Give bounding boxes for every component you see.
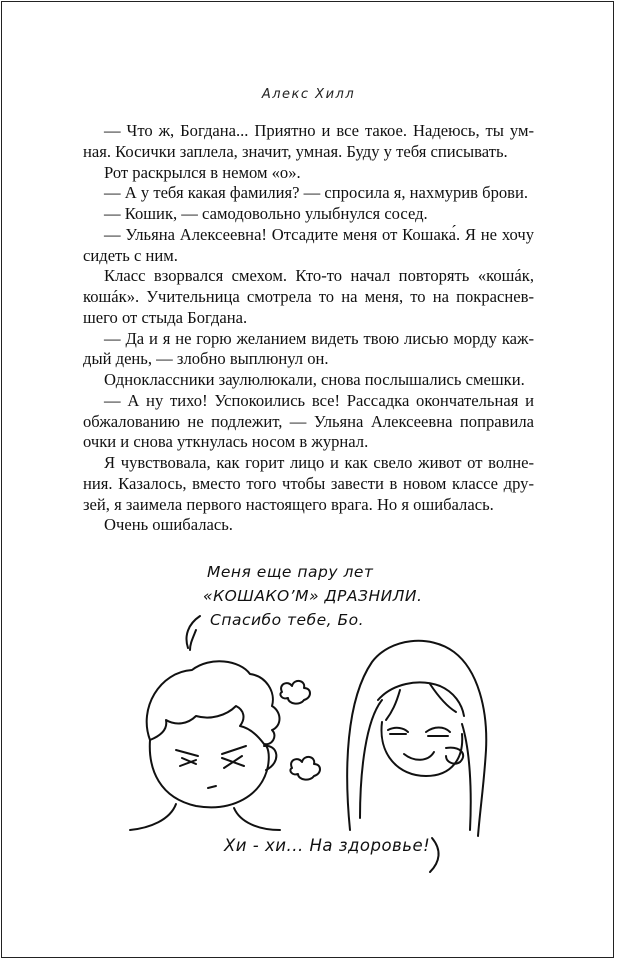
speech-bubble-tail (187, 616, 201, 648)
comic-caption-line: Спасибо тебе, Бо. (210, 611, 365, 629)
chibi-illustration (0, 540, 617, 960)
paragraph: Рот раскрылся в немом «о». (104, 162, 301, 182)
comic-caption-girl: Хи - хи... На здоровье! (224, 836, 431, 855)
boy-eyebrow-right (222, 746, 246, 754)
girl-eye-right (426, 728, 450, 737)
girl-avatar (347, 641, 486, 836)
boy-mouth (208, 786, 216, 788)
paragraph: — Что ж, Богдана... Приятно и все такое. Надеюсь, ты умная. Косички заплела, значит, умная. Буду у тебя списывать. (83, 121, 534, 161)
boy-eye-left (180, 758, 196, 766)
paragraph: — Ульяна Алексеевна! Отсадите меня от Кошака́. Я не хочу сидеть с ним. (83, 224, 534, 265)
boy-hair (147, 661, 280, 744)
boy-eyebrow-left (176, 750, 198, 756)
paragraph: Одноклассники заулюлюкали, снова послышались смешки. (104, 370, 525, 389)
girl-blush (446, 748, 463, 764)
boy-eye-right (222, 756, 244, 768)
comic-caption-line: Меня еще пару лет (207, 563, 374, 581)
running-header-author: Алекс Хилл (261, 87, 356, 102)
paragraph: Очень ошибалась. (104, 515, 233, 535)
paragraph: — Кошик, — самодовольно улыбнулся сосед. (104, 204, 428, 223)
angry-puff-bottom (290, 757, 320, 780)
paragraph: Я чувствовала, как горит лицо и как свело живот от волнения. Казалось, вместо того чтобы завести в новом классе друзей, я заимела первого настоящего врага. Но я ошибалась. (83, 453, 534, 514)
paragraph: — А у тебя какая фамилия? — спросила я, нахмурив брови. (104, 183, 529, 203)
boy-ear (264, 746, 276, 770)
body-text (83, 121, 534, 536)
angry-puff-top (280, 681, 310, 704)
girl-eye-left (388, 728, 408, 734)
speech-bubble-tail (430, 838, 439, 872)
paragraph: — Да и я не горю желанием видеть твою лисью морду каждый день, — злобно выплюнул он. (83, 328, 534, 369)
boy-avatar (130, 661, 280, 830)
paragraph: Класс взорвался смехом. Кто-то начал повторять «кошáк, кошáк». Учительница смотрела то на меня, то на покрасневшего от стыда Богдана. (83, 266, 534, 327)
paragraph: — А ну тихо! Успокоились все! Рассадка окончательная и обжалованию не подлежит, — Ульяна Алексеевна поправила очки и снова уткнулась носом в журнал. (83, 390, 534, 452)
girl-face (381, 722, 462, 776)
boy-face (150, 740, 269, 807)
girl-mouth (404, 752, 434, 760)
comic-caption-line: «КОШАКО’М» ДРАЗНИЛИ. (203, 587, 423, 605)
